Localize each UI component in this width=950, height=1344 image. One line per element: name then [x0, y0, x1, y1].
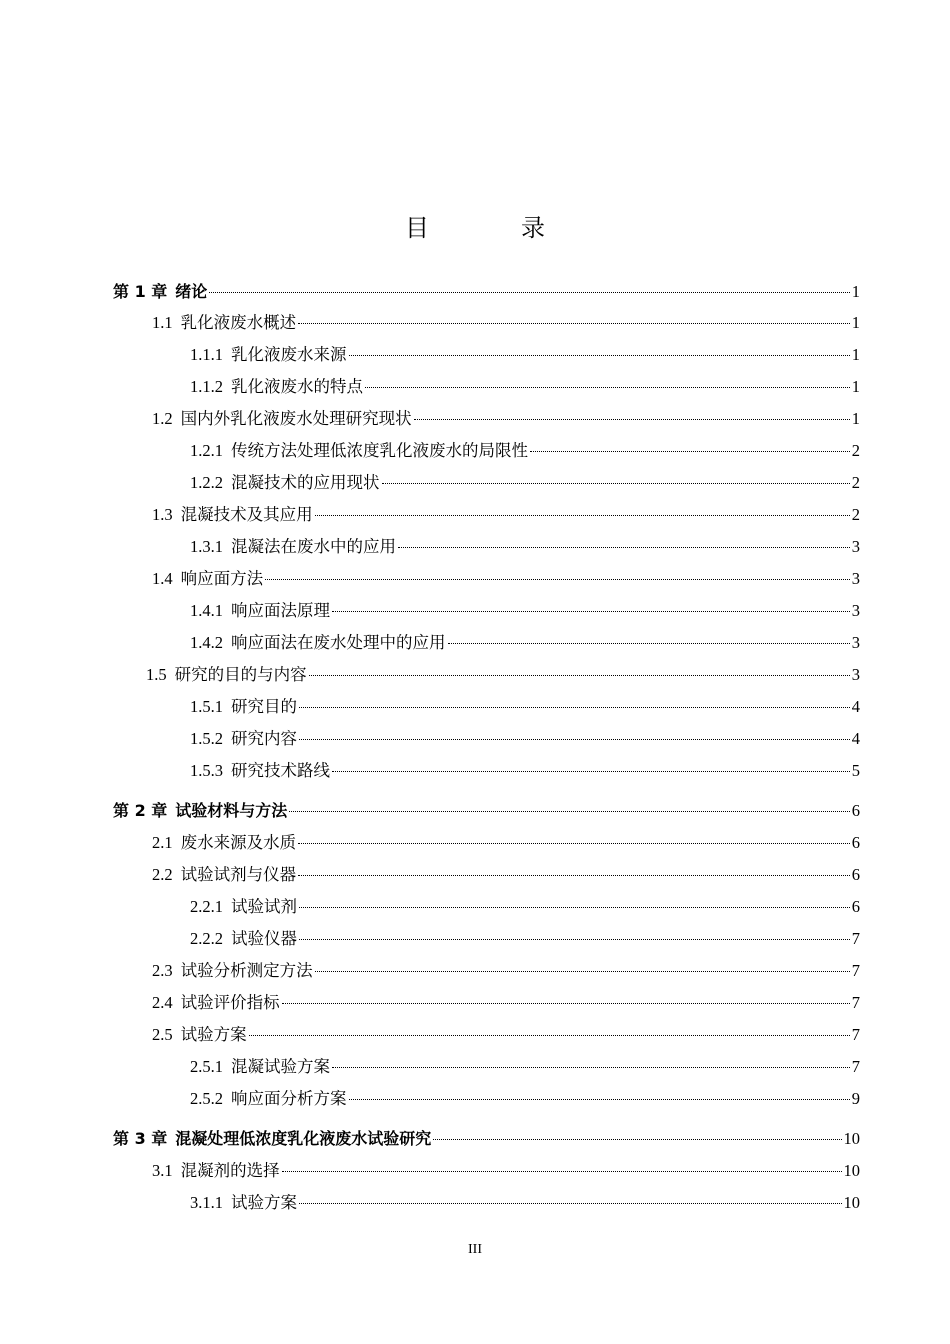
toc-page-number: 1 — [851, 313, 860, 332]
toc-entry-number: 2.5.1 — [190, 1057, 223, 1076]
dot-leader — [349, 355, 850, 356]
toc-entry-number: 1.4.2 — [190, 633, 223, 652]
toc-page-number: 6 — [851, 897, 860, 916]
toc-entry-number: 1.5.2 — [190, 729, 223, 748]
toc-entry-number: 2.1 — [152, 833, 173, 852]
toc-entry-label — [152, 567, 263, 591]
toc-entry[interactable] — [152, 503, 860, 527]
toc-entry-text: 响应面法在废水处理中的应用 — [231, 633, 446, 652]
toc-page-number: 6 — [851, 865, 860, 884]
toc-entry-number: 1.1.2 — [190, 377, 223, 396]
toc-entry-label — [190, 1087, 347, 1111]
toc-entry[interactable] — [152, 567, 860, 591]
dot-leader — [265, 579, 850, 580]
toc-page-number: 2 — [851, 473, 860, 492]
toc-page-number: 5 — [851, 761, 860, 780]
toc-page-number: 1 — [851, 345, 860, 364]
toc-entry-label — [152, 1023, 247, 1047]
dot-leader — [530, 451, 850, 452]
dot-leader — [298, 843, 850, 844]
dot-leader — [398, 547, 850, 548]
title-char-2: 录 — [521, 214, 591, 242]
dot-leader — [289, 811, 849, 812]
toc-entry-text: 乳化液废水概述 — [180, 313, 297, 332]
toc-entry[interactable] — [190, 1087, 860, 1111]
toc-entry-text: 响应面法原理 — [231, 601, 330, 620]
dot-leader — [448, 643, 850, 644]
toc-entry-label — [190, 727, 297, 751]
toc-entry-text: 研究目的 — [231, 697, 297, 716]
toc-entry-text: 乳化液废水的特点 — [231, 377, 363, 396]
toc-entry-number: 1.5.1 — [190, 697, 223, 716]
dot-leader — [315, 515, 850, 516]
toc-entry[interactable] — [152, 991, 860, 1015]
toc-entry[interactable] — [152, 407, 860, 431]
toc-page-number: 1 — [851, 282, 860, 301]
toc-page-number: 1 — [851, 409, 860, 428]
dot-leader — [299, 907, 850, 908]
toc-entry-number: 1.2.1 — [190, 441, 223, 460]
toc-entry-text: 混凝试验方案 — [231, 1057, 330, 1076]
toc-entry-text: 试验方案 — [180, 1025, 247, 1044]
dot-leader — [332, 611, 850, 612]
page-number-footer: III — [468, 1242, 482, 1257]
toc-entry[interactable] — [190, 375, 860, 399]
toc-entry[interactable] — [190, 471, 860, 495]
dot-leader — [282, 1171, 842, 1172]
toc-page-number: 7 — [851, 961, 860, 980]
dot-leader — [382, 483, 850, 484]
toc-page-number: 7 — [851, 1025, 860, 1044]
toc-entry-number: 2.4 — [152, 993, 173, 1012]
toc-entry-number: 3.1 — [152, 1161, 173, 1180]
toc-entry-label — [190, 471, 380, 495]
dot-leader — [332, 771, 850, 772]
toc-entry-label — [190, 927, 297, 951]
toc-page-number: 2 — [851, 505, 860, 524]
toc-page-number: 4 — [851, 697, 860, 716]
toc-entry-number: 1.1.1 — [190, 345, 223, 364]
toc-entry[interactable] — [190, 695, 860, 719]
toc-page-number: 1 — [851, 377, 860, 396]
toc-entry-text: 研究的目的与内容 — [174, 665, 307, 684]
dot-leader — [332, 1067, 850, 1068]
toc-entry-number: 2.2.2 — [190, 929, 223, 948]
toc-page-number: 9 — [851, 1089, 860, 1108]
dot-leader — [299, 707, 850, 708]
title-char-1: 目 — [405, 214, 475, 242]
toc-entry-text: 试验方案 — [231, 1193, 297, 1212]
toc-entry-text: 国内外乳化液废水处理研究现状 — [180, 409, 412, 428]
toc-entry-number: 2.5 — [152, 1025, 173, 1044]
toc-chapter-entry[interactable] — [113, 280, 860, 304]
toc-entry-label — [190, 695, 297, 719]
toc-entry-text: 传统方法处理低浓度乳化液废水的局限性 — [231, 441, 528, 460]
toc-page-number: 10 — [843, 1161, 860, 1180]
toc-page-number: 2 — [851, 441, 860, 460]
toc-entry[interactable] — [190, 535, 860, 559]
toc-entry-label — [190, 631, 446, 655]
toc-entry-number: 1.2 — [152, 409, 173, 428]
toc-chapter-entry[interactable] — [113, 1127, 860, 1151]
toc-entry-label — [190, 375, 363, 399]
toc-entry-number: 第 1 章 — [113, 282, 168, 301]
toc-page-number: 3 — [851, 633, 860, 652]
toc-page-number: 10 — [843, 1193, 860, 1212]
toc-entry-text: 响应面方法 — [180, 569, 264, 588]
toc-entry-label — [152, 1159, 280, 1183]
toc-page-number: 3 — [851, 601, 860, 620]
toc-entry-number: 3.1.1 — [190, 1193, 223, 1212]
dot-leader — [315, 971, 850, 972]
dot-leader — [299, 1203, 842, 1204]
toc-entry-label — [190, 439, 528, 463]
toc-entry[interactable] — [190, 895, 860, 919]
toc-entry-text: 混凝法在废水中的应用 — [231, 537, 396, 556]
toc-entry-label — [190, 535, 396, 559]
toc-page-number: 7 — [851, 1057, 860, 1076]
toc-entry-number: 2.2.1 — [190, 897, 223, 916]
toc-entry-label — [152, 991, 280, 1015]
toc-entry-text: 试验试剂与仪器 — [180, 865, 297, 884]
toc-entry[interactable] — [152, 831, 860, 855]
dot-leader — [299, 739, 850, 740]
toc-entry[interactable] — [190, 927, 860, 951]
toc-entry-text: 试验评价指标 — [180, 993, 280, 1012]
toc-chapter-entry[interactable] — [113, 799, 860, 823]
dot-leader — [365, 387, 850, 388]
dot-leader — [298, 875, 850, 876]
toc-entry-label — [152, 503, 313, 527]
toc-entry[interactable] — [190, 1191, 860, 1215]
toc-page-number: 4 — [851, 729, 860, 748]
toc-page-number: 3 — [851, 665, 860, 684]
toc-entry[interactable] — [190, 727, 860, 751]
toc-entry-text: 混凝技术及其应用 — [180, 505, 313, 524]
toc-entry-label — [146, 663, 307, 687]
toc-entry[interactable] — [152, 1159, 860, 1183]
toc-entry-label — [152, 407, 412, 431]
toc-entry-text: 废水来源及水质 — [180, 833, 297, 852]
toc-entry-number: 1.3.1 — [190, 537, 223, 556]
toc-entry-label — [113, 280, 207, 304]
toc-entry-text: 混凝处理低浓度乳化液废水试验研究 — [175, 1129, 432, 1148]
toc-page-number: 7 — [851, 929, 860, 948]
toc-page-number: 6 — [851, 801, 860, 820]
toc-entry-number: 1.5 — [146, 665, 167, 684]
toc-entry-label — [190, 599, 330, 623]
dot-leader — [298, 323, 850, 324]
toc-entry-number: 1.5.3 — [190, 761, 223, 780]
toc-entry-label — [113, 799, 287, 823]
toc-entry-label — [113, 1127, 431, 1151]
toc-entry-number: 2.5.2 — [190, 1089, 223, 1108]
toc-entry-label — [190, 1055, 330, 1079]
toc-entry[interactable] — [152, 1023, 860, 1047]
toc-entry-label — [152, 831, 296, 855]
toc-entry[interactable] — [146, 663, 860, 687]
toc-entry-text: 乳化液废水来源 — [231, 345, 347, 364]
toc-entry-label — [152, 311, 296, 335]
toc-entry-text: 混凝剂的选择 — [180, 1161, 280, 1180]
toc-entry-number: 1.1 — [152, 313, 173, 332]
toc-page-number: 3 — [851, 537, 860, 556]
dot-leader — [209, 292, 849, 293]
toc-entry-text: 试验材料与方法 — [175, 801, 288, 820]
toc-entry-label — [152, 959, 313, 983]
toc-entry-text: 绪论 — [175, 282, 208, 301]
toc-entry-number: 1.2.2 — [190, 473, 223, 492]
toc-page-number: 3 — [851, 569, 860, 588]
toc-entry-number: 1.3 — [152, 505, 173, 524]
toc-entry[interactable] — [190, 599, 860, 623]
toc-entry-text: 研究技术路线 — [231, 761, 330, 780]
toc-entry-text: 试验试剂 — [231, 897, 297, 916]
toc-entry-label — [190, 343, 347, 367]
toc-entry-number: 第 3 章 — [113, 1129, 168, 1148]
dot-leader — [282, 1003, 850, 1004]
toc-entry-label — [190, 759, 330, 783]
dot-leader — [433, 1139, 841, 1140]
toc-entry-number: 2.2 — [152, 865, 173, 884]
toc-entry-text: 试验仪器 — [231, 929, 297, 948]
toc-entry-text: 研究内容 — [231, 729, 297, 748]
toc-entry[interactable] — [190, 343, 860, 367]
toc-entry-label — [152, 863, 296, 887]
toc-page-number: 7 — [851, 993, 860, 1012]
dot-leader — [349, 1099, 850, 1100]
toc-entry-number: 1.4.1 — [190, 601, 223, 620]
toc-entry-number: 2.3 — [152, 961, 173, 980]
toc-entry[interactable] — [190, 759, 860, 783]
toc-entry[interactable] — [152, 311, 860, 335]
toc-entry-text: 混凝技术的应用现状 — [231, 473, 380, 492]
toc-page-number: 10 — [843, 1129, 860, 1148]
dot-leader — [299, 939, 850, 940]
dot-leader — [414, 419, 850, 420]
dot-leader — [249, 1035, 850, 1036]
toc-entry-text: 试验分析测定方法 — [180, 961, 313, 980]
toc-entry-text: 响应面分析方案 — [231, 1089, 347, 1108]
toc-entry[interactable] — [152, 863, 860, 887]
toc-entry-number: 1.4 — [152, 569, 173, 588]
toc-entry[interactable] — [152, 959, 860, 983]
toc-entry-number: 第 2 章 — [113, 801, 168, 820]
dot-leader — [309, 675, 850, 676]
toc-page-number: 6 — [851, 833, 860, 852]
toc-entry[interactable] — [190, 439, 860, 463]
toc-entry[interactable] — [190, 631, 860, 655]
toc-entry-label — [190, 1191, 297, 1215]
toc-entry-label — [190, 895, 297, 919]
toc-entry[interactable] — [190, 1055, 860, 1079]
